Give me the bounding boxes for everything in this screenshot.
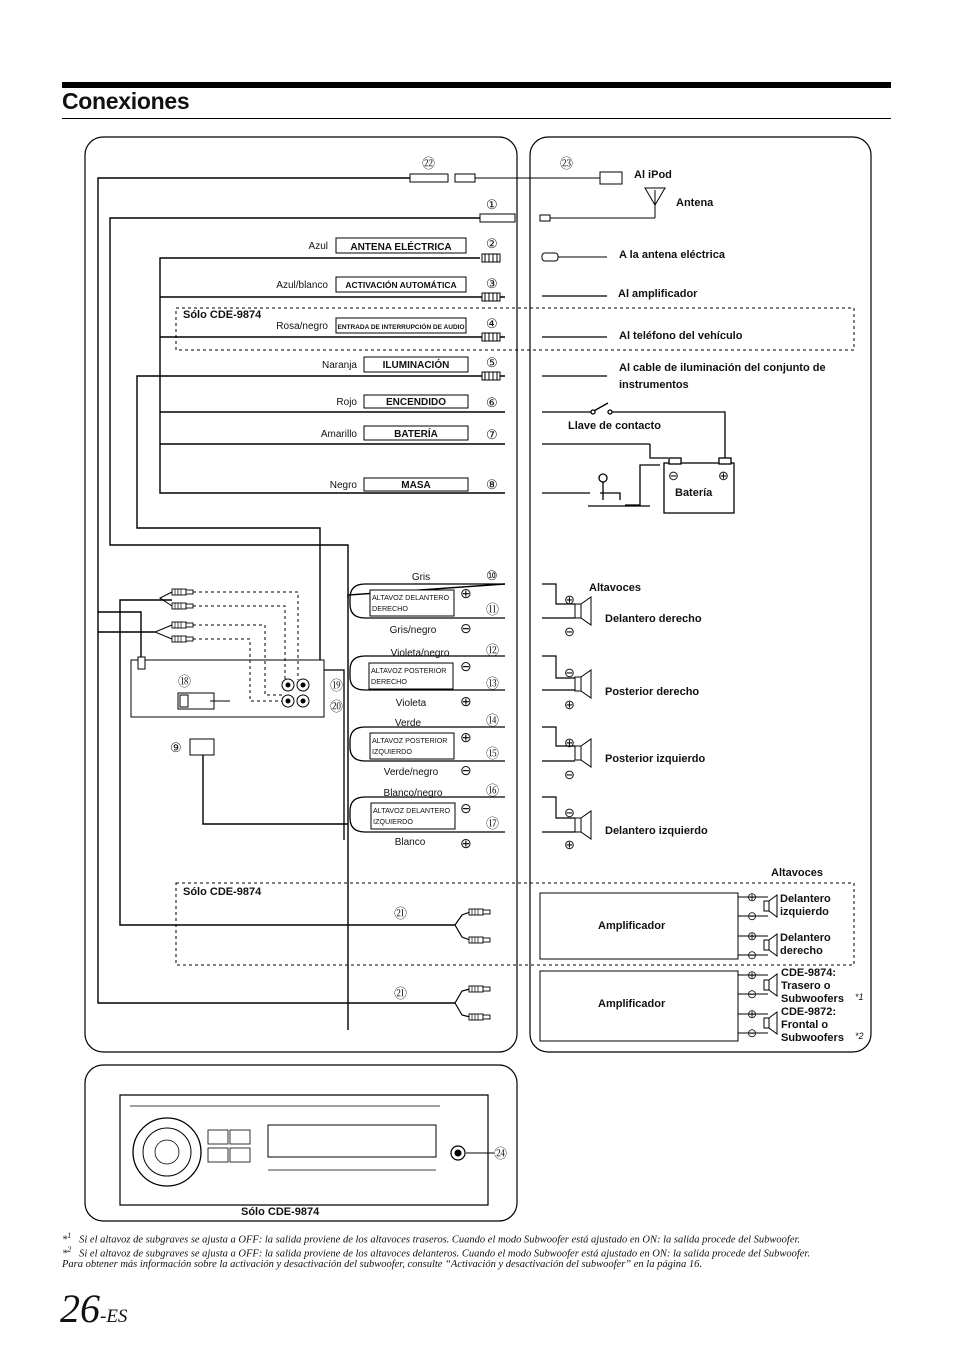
speaker-box-line1: ALTAVOZ POSTERIOR [371,666,447,675]
speaker-box-line2: DERECHO [371,677,407,686]
num-21-a: ㉑ [394,906,408,921]
label-power-antenna: A la antena eléctrica [619,249,725,261]
amplifier-1-label: Amplificador [598,920,666,932]
num-24: ㉔ [494,1146,508,1161]
speaker-wire-numbers [486,568,499,831]
wire-color-verde-negro: Verde/negro [383,767,439,778]
sub1-line3: Subwoofers [781,993,844,1005]
num-14: ⑭ [486,713,500,728]
num-13: ⑬ [486,676,500,691]
sign-plus: ⊕ [747,1007,758,1021]
wire-color-gris-negro: Gris/negro [389,625,437,636]
faceplate-illustration [120,1095,494,1205]
wire-color-label: Negro [329,480,357,491]
label-rear-right: Posterior derecho [605,686,700,698]
sign-plus: ⊕ [747,890,758,904]
wire-color-label: Naranja [321,360,357,371]
num-21-b: ㉑ [394,986,408,1001]
num-19: ⑲ [330,678,344,693]
sign-plus: ⊕ [564,837,575,852]
num-12: ⑫ [486,643,500,658]
page-title: Conexiones [62,88,190,114]
sub2-line1: CDE-9872: [781,1006,837,1018]
footnote-1-text: Si el altavoz de subgraves se ajusta a OFF: la salida proviene de los altavoces traseros. Cuando el modo Subwoofer está ajustado en ON: la salida procede del Subwoofer. [79,1234,801,1246]
wire-color-label: Amarillo [320,429,357,440]
label-front-right: Delantero derecho [605,613,702,625]
sign-minus: ⊖ [460,762,472,778]
terminal-number: ⑤ [486,355,498,370]
wire-color-violeta-negro: Violeta/negro [390,648,450,659]
sign-plus: ⊕ [564,697,575,712]
label-illumination-2: instrumentos [619,379,689,391]
wire-color-label: Azul [308,241,328,252]
footnote-1-mark: * [62,1234,68,1246]
sign-minus: ⊖ [460,620,472,636]
footnote-2-text: Si el altavoz de subgraves se ajusta a OFF: la salida proviene de los altavoces delanteros. Cuando el modo Subwoofer está ajustado en ON: la salida procede del Subwoofer. [79,1248,810,1260]
num-15: ⑮ [486,746,500,761]
label-rear-left: Posterior izquierdo [605,753,706,765]
terminal-box-label: ANTENA ELÉCTRICA [350,242,452,253]
num-22: ㉒ [422,156,436,171]
num-16: ⑯ [486,783,500,798]
label-phone: Al teléfono del vehículo [619,330,743,342]
terminal-number: ⑧ [486,477,498,492]
terminal-number: ④ [486,316,498,331]
star-2: *2 [855,1031,864,1041]
battery-minus-sign: ⊖ [668,468,679,483]
wire-color-blanco: Blanco [394,837,426,848]
page-number-suffix: -ES [100,1306,128,1327]
speaker-box-line1: ALTAVOZ POSTERIOR [372,736,448,745]
label-speakers: Altavoces [589,582,641,594]
footnote-3: Para obtener más información sobre la activación y desactivación del subwoofer, consulte “Activación y desactivación del subwoofer” en la página 16. [62,1259,703,1270]
amplifier-2-label: Amplificador [598,998,666,1010]
num-1: ① [486,197,498,212]
speaker-wire-signs [460,585,472,851]
terminal-box-label: MASA [401,480,431,491]
terminal-box-label: ENTRADA DE INTERRUPCIÓN DE AUDIO [337,324,465,331]
sign-plus: ⊕ [747,929,758,943]
label-battery: Batería [675,487,713,499]
terminal-number: ⑦ [486,427,498,442]
num-20: ⑳ [330,699,344,714]
sign-minus: ⊖ [564,624,575,639]
terminal-number: ② [486,236,498,251]
sub1-line2: Trasero o [781,980,831,992]
num-9: ⑨ [170,740,182,755]
only-label-bottom: Sólo CDE-9874 [183,886,262,898]
num-17: ⑰ [486,816,500,831]
battery-plus-sign: ⊕ [718,468,729,483]
label-amplifier: Al amplificador [618,288,698,300]
terminal-row-7 [321,426,498,442]
wire-color-blanco-negro: Blanco/negro [383,788,443,799]
sign-minus: ⊖ [460,800,472,816]
speaker-box-line2: IZQUIERDO [372,747,412,756]
wire-color-label: Rojo [336,397,357,408]
only-label-top: Sólo CDE-9874 [183,309,262,321]
sign-minus: ⊖ [747,909,758,923]
terminal-box-label: ENCENDIDO [385,397,447,408]
label-ignition: Llave de contacto [568,420,661,432]
num-18: ⑱ [178,674,192,689]
terminal-row-8 [330,477,498,492]
wire-color-violeta: Violeta [395,698,427,709]
terminal-box-label: BATERÍA [394,429,438,440]
speaker-box-line1: ALTAVOZ DELANTERO [372,593,450,602]
wire-color-verde: Verde [394,718,422,729]
page-number-value: 26 [60,1286,100,1331]
sign-plus: ⊕ [460,693,472,709]
num-10: ⑩ [486,568,498,583]
footnote-1-number: 1 [67,1231,72,1240]
label-antenna: Antena [676,197,714,209]
only-label-faceplate: Sólo CDE-9874 [241,1206,320,1218]
sign-minus: ⊖ [564,665,575,680]
sub2-line2: Frontal o [781,1019,829,1031]
wire-color-label: Azul/blanco [276,280,328,291]
footnote-2-number: 2 [67,1245,72,1254]
amp-front-right-2: derecho [780,945,823,957]
sign-plus: ⊕ [564,592,575,607]
sign-plus: ⊕ [460,585,472,601]
label-front-left: Delantero izquierdo [605,825,708,837]
sign-plus: ⊕ [564,735,575,750]
head-unit-rear [131,657,348,824]
sign-minus: ⊖ [460,658,472,674]
right-speaker-signs [564,592,575,852]
speaker-box-line2: DERECHO [372,604,408,613]
terminal-number: ⑥ [486,395,498,410]
wire-color-label: Rosa/negro [276,321,328,332]
sign-minus: ⊖ [747,987,758,1001]
amp-front-left-2: izquierdo [780,906,829,918]
faceplate-panel [85,1065,517,1221]
sign-minus: ⊖ [747,1026,758,1040]
amp-front-left-1: Delantero [780,893,831,905]
footnote-2-mark: * [62,1248,68,1260]
sub1-line1: CDE-9874: [781,967,837,979]
speaker-box-line1: ALTAVOZ DELANTERO [373,806,451,815]
label-illumination-1: Al cable de iluminación del conjunto de [619,362,826,374]
sign-minus: ⊖ [747,948,758,962]
amp-front-right-1: Delantero [780,932,831,944]
terminal-number: ③ [486,276,498,291]
sign-plus: ⊕ [460,835,472,851]
terminal-box-label: ACTIVACIÓN AUTOMÁTICA [345,280,457,290]
sign-plus: ⊕ [747,968,758,982]
terminal-row-6 [336,395,497,410]
sign-minus: ⊖ [564,767,575,782]
num-23: ㉓ [560,156,574,171]
label-ipod: Al iPod [634,169,672,181]
star-1: *1 [855,992,864,1002]
speaker-box-line2: IZQUIERDO [373,817,413,826]
terminal-box-label: ILUMINACIÓN [382,360,450,371]
wire-color-gris: Gris [411,572,431,583]
num-11: ⑪ [486,602,500,617]
amp-speakers-title: Altavoces [771,867,823,879]
page-number [60,1286,127,1340]
sub2-line3: Subwoofers [781,1032,844,1044]
sign-plus: ⊕ [460,729,472,745]
sign-minus: ⊖ [564,805,575,820]
